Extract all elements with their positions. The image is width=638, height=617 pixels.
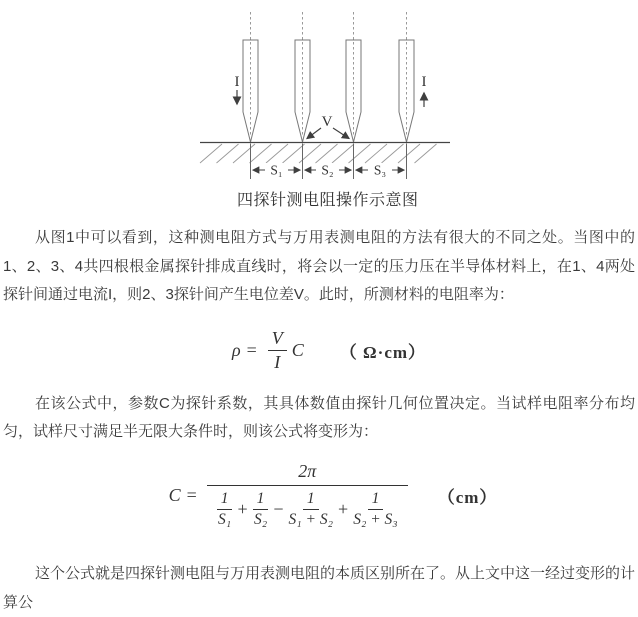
plus-operator: + — [237, 498, 248, 519]
voltage-label: V — [321, 114, 333, 130]
surface-hatching — [200, 144, 437, 163]
probe-coefficient: C — [291, 339, 304, 360]
paragraph-intro: 从图1中可以看到，这种测电阻方式与万用表测电阻的方法有很大的不同之处。当图中的1、2、3、4共四根根金属探针排成直线时，将会以一定的压力压在半导体材料上，在1、4两处探针间通过电流I，则2、3探针间产生电位差V。此时，所测材料的电阻率为： — [3, 229, 635, 303]
formula-probe-coefficient — [14, 462, 638, 528]
figure-caption: 四探针测电阻操作示意图 — [237, 192, 419, 209]
current-label-left: I — [234, 74, 240, 90]
fraction-1-over-s1: $\frac{1}{\text{S₁}}$ — [218, 489, 232, 528]
probe-3 — [346, 40, 361, 142]
formula-rho-lhs: ρ — [231, 339, 241, 360]
probe-2 — [295, 40, 310, 142]
main-denominator — [207, 485, 408, 529]
fraction-numerator: V — [268, 328, 287, 351]
spacing-label-s3: S₃ — [373, 162, 387, 178]
main-numerator: 2π — [298, 461, 317, 481]
fraction-1-over-s2-plus-s3: $\frac{1}{\text{S₂ + S₃}}$ — [353, 489, 398, 528]
current-label-right: I — [421, 74, 427, 90]
plus-operator: + — [338, 498, 349, 519]
unit-cm: （cm） — [437, 487, 498, 507]
fraction-v-over-i — [268, 328, 287, 372]
formula-resistivity — [10, 328, 638, 372]
unit-ohm-cm: （ Ω·cm） — [339, 342, 427, 362]
paragraph-coefficient: 在该公式中，参数C为探针系数，其具体数值由探针几何位置决定。当试样电阻率分布均匀，试样尺寸满足半无限大条件时，则该公式将变形为： — [3, 395, 635, 440]
main-fraction — [207, 462, 408, 528]
formula-c-lhs: C — [168, 484, 181, 505]
current-arrows — [237, 90, 424, 107]
fraction-1-over-s1-plus-s2: $\frac{1}{\text{S₁ + S₂}}$ — [288, 489, 334, 528]
spacing-label-s2: S₂ — [321, 162, 334, 178]
minus-operator: − — [273, 498, 284, 519]
paragraph-conclusion: 这个公式就是四探针测电阻与万用表测电阻的本质区别所在了。从上文中这一经过变形的计算公 — [3, 565, 636, 611]
probe-4 — [399, 40, 414, 142]
fraction-denominator: I — [274, 351, 281, 372]
equals-sign: = — [186, 484, 197, 505]
four-point-probe-diagram — [0, 0, 638, 185]
spacing-label-s1: S₁ — [270, 162, 283, 178]
probe-1 — [243, 40, 258, 142]
fraction-1-over-s2: $\frac{1}{\text{S₂}}$ — [253, 489, 268, 528]
equals-sign: = — [246, 339, 257, 360]
